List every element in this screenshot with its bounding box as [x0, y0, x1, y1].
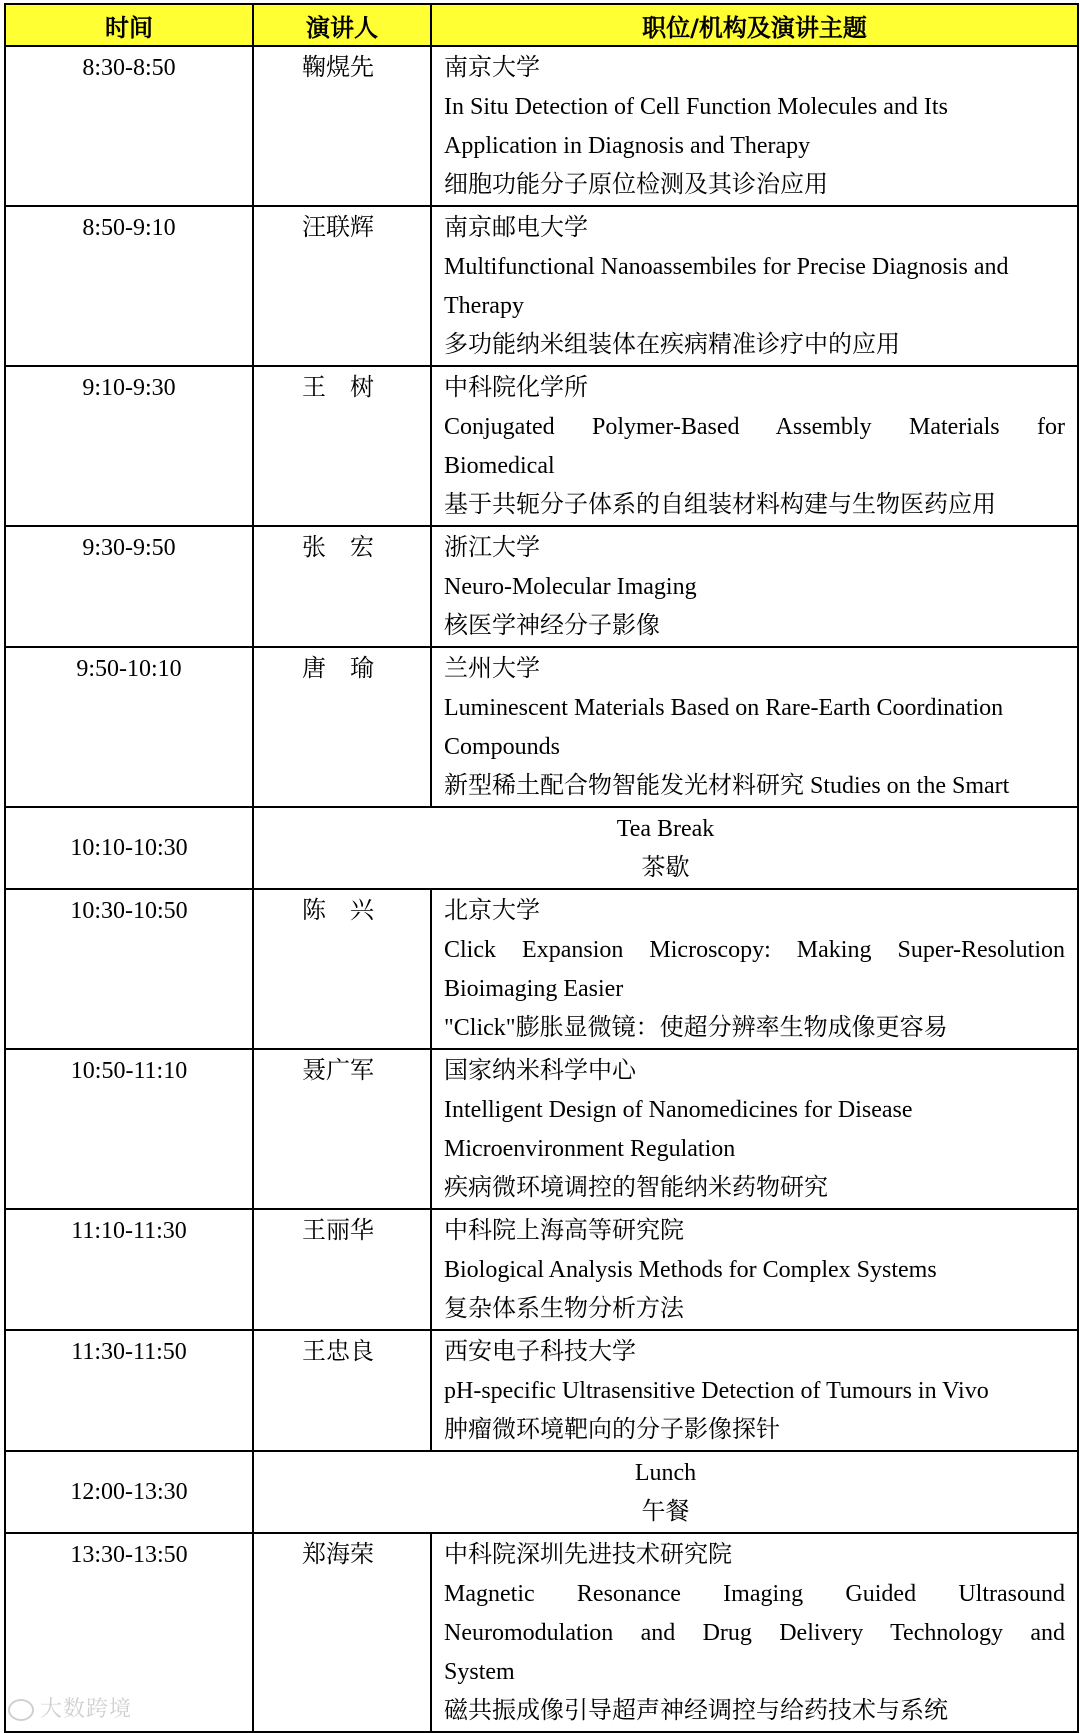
session-institution: 南京邮电大学 [444, 215, 588, 241]
session-title-en: Compounds [444, 734, 561, 760]
session-title-cn: 细胞功能分子原位检测及其诊治应用 [444, 172, 828, 198]
session-title-cn: 多功能纳米组装体在疾病精准诊疗中的应用 [444, 332, 900, 358]
watermark-text: 大数跨境 [40, 1697, 133, 1722]
session-institution: 国家纳米科学中心 [444, 1058, 636, 1084]
session-title-en: Microenvironment Regulation [444, 1136, 736, 1162]
break-time: 12:00-13:30 [5, 1451, 253, 1533]
session-row [5, 1330, 1078, 1451]
session-title-en: Intelligent Design of Nanomedicines for Disease [444, 1097, 913, 1123]
session-speaker: 陈 兴 [253, 889, 431, 1049]
session-institution: 浙江大学 [444, 535, 540, 561]
session-title-cn: 核医学神经分子影像 [444, 613, 660, 639]
session-title-en: Multifunctional Nanoassembiles for Precise Diagnosis and [444, 254, 1009, 280]
session-title-en: pH-specific Ultrasensitive Detection of Tumours in Vivo [444, 1378, 989, 1404]
session-row [5, 1209, 1078, 1330]
session-title-cn: 磁共振成像引导超声神经调控与给药技术与系统 [444, 1698, 948, 1724]
session-time: 8:30-8:50 [5, 46, 253, 206]
session-topic [431, 1209, 1078, 1330]
session-row [5, 889, 1078, 1049]
session-row [5, 46, 1078, 206]
session-title-cn: 新型稀土配合物智能发光材料研究 Studies on the Smart [444, 773, 1010, 799]
session-title-en: Neuromodulation and Drug Delivery Technology and [444, 1620, 1065, 1646]
session-title-en: Magnetic Resonance Imaging Guided Ultrasound [444, 1581, 1065, 1607]
session-title-en: Conjugated Polymer-Based Assembly Materials for [444, 414, 1065, 440]
session-time: 9:30-9:50 [5, 526, 253, 647]
session-title-cn: "Click"膨胀显微镜：使超分辨率生物成像更容易 [444, 1015, 948, 1041]
session-speaker: 王忠良 [253, 1330, 431, 1451]
watermark [8, 1692, 132, 1723]
break-row [5, 1451, 1078, 1533]
session-topic [431, 46, 1078, 206]
session-institution: 中科院上海高等研究院 [444, 1218, 684, 1244]
session-time: 10:30-10:50 [5, 889, 253, 1049]
header-topic: 职位/机构及演讲主题 [431, 4, 1078, 46]
break-row [5, 807, 1078, 889]
session-title-cn: 基于共轭分子体系的自组装材料构建与生物医药应用 [444, 492, 996, 518]
header-speaker: 演讲人 [253, 4, 431, 46]
break-label [253, 807, 1078, 889]
session-institution: 西安电子科技大学 [444, 1339, 636, 1365]
session-title-cn: 复杂体系生物分析方法 [444, 1296, 684, 1322]
session-topic [431, 1049, 1078, 1209]
session-topic [431, 889, 1078, 1049]
session-time: 11:30-11:50 [5, 1330, 253, 1451]
session-institution: 北京大学 [444, 898, 540, 924]
session-time: 10:50-11:10 [5, 1049, 253, 1209]
session-row [5, 647, 1078, 807]
watermark-logo-icon [8, 1699, 34, 1721]
session-topic [431, 366, 1078, 526]
session-title-en: Luminescent Materials Based on Rare-Earth Coordination [444, 695, 1004, 721]
header-row [5, 4, 1078, 46]
session-speaker: 王丽华 [253, 1209, 431, 1330]
session-title-en: Click Expansion Microscopy: Making Super-Resolution [444, 937, 1065, 963]
session-speaker: 汪联辉 [253, 206, 431, 366]
break-label-en: Lunch [634, 1460, 697, 1486]
session-title-en: Therapy [444, 293, 524, 319]
session-time: 11:10-11:30 [5, 1209, 253, 1330]
break-label-cn: 午餐 [641, 1499, 690, 1525]
session-title-en: Application in Diagnosis and Therapy [444, 133, 811, 159]
session-topic [431, 526, 1078, 647]
session-title-en: Biological Analysis Methods for Complex Systems [444, 1257, 937, 1283]
break-time: 10:10-10:30 [5, 807, 253, 889]
session-time: 13:30-13:50 [5, 1533, 253, 1732]
session-title-cn: 疾病微环境调控的智能纳米药物研究 [444, 1175, 828, 1201]
session-speaker: 张 宏 [253, 526, 431, 647]
schedule-table [4, 3, 1079, 1733]
session-title-en: Neuro-Molecular Imaging [444, 574, 697, 600]
session-institution: 中科院深圳先进技术研究院 [444, 1542, 732, 1568]
break-label [253, 1451, 1078, 1533]
session-title-cn: 肿瘤微环境靶向的分子影像探针 [444, 1417, 780, 1443]
session-title-en: Biomedical [444, 453, 555, 479]
session-institution: 南京大学 [444, 55, 540, 81]
session-speaker: 王 树 [253, 366, 431, 526]
session-topic [431, 206, 1078, 366]
session-row [5, 366, 1078, 526]
break-label-en: Tea Break [616, 816, 715, 842]
session-speaker: 郑海荣 [253, 1533, 431, 1732]
session-topic [431, 1533, 1078, 1732]
session-row [5, 1533, 1078, 1732]
session-speaker: 聂广军 [253, 1049, 431, 1209]
session-topic [431, 647, 1078, 807]
session-time: 9:50-10:10 [5, 647, 253, 807]
session-title-en: System [444, 1659, 515, 1685]
session-title-en: Bioimaging Easier [444, 976, 624, 1002]
session-time: 8:50-9:10 [5, 206, 253, 366]
session-title-en: In Situ Detection of Cell Function Molecules and Its [444, 94, 948, 120]
session-row [5, 1049, 1078, 1209]
session-time: 9:10-9:30 [5, 366, 253, 526]
session-speaker: 唐 瑜 [253, 647, 431, 807]
session-row [5, 526, 1078, 647]
session-topic [431, 1330, 1078, 1451]
session-institution: 中科院化学所 [444, 375, 588, 401]
session-row [5, 206, 1078, 366]
break-label-cn: 茶歇 [641, 855, 690, 881]
session-speaker: 鞠熀先 [253, 46, 431, 206]
session-institution: 兰州大学 [444, 656, 540, 682]
header-time: 时间 [5, 4, 253, 46]
